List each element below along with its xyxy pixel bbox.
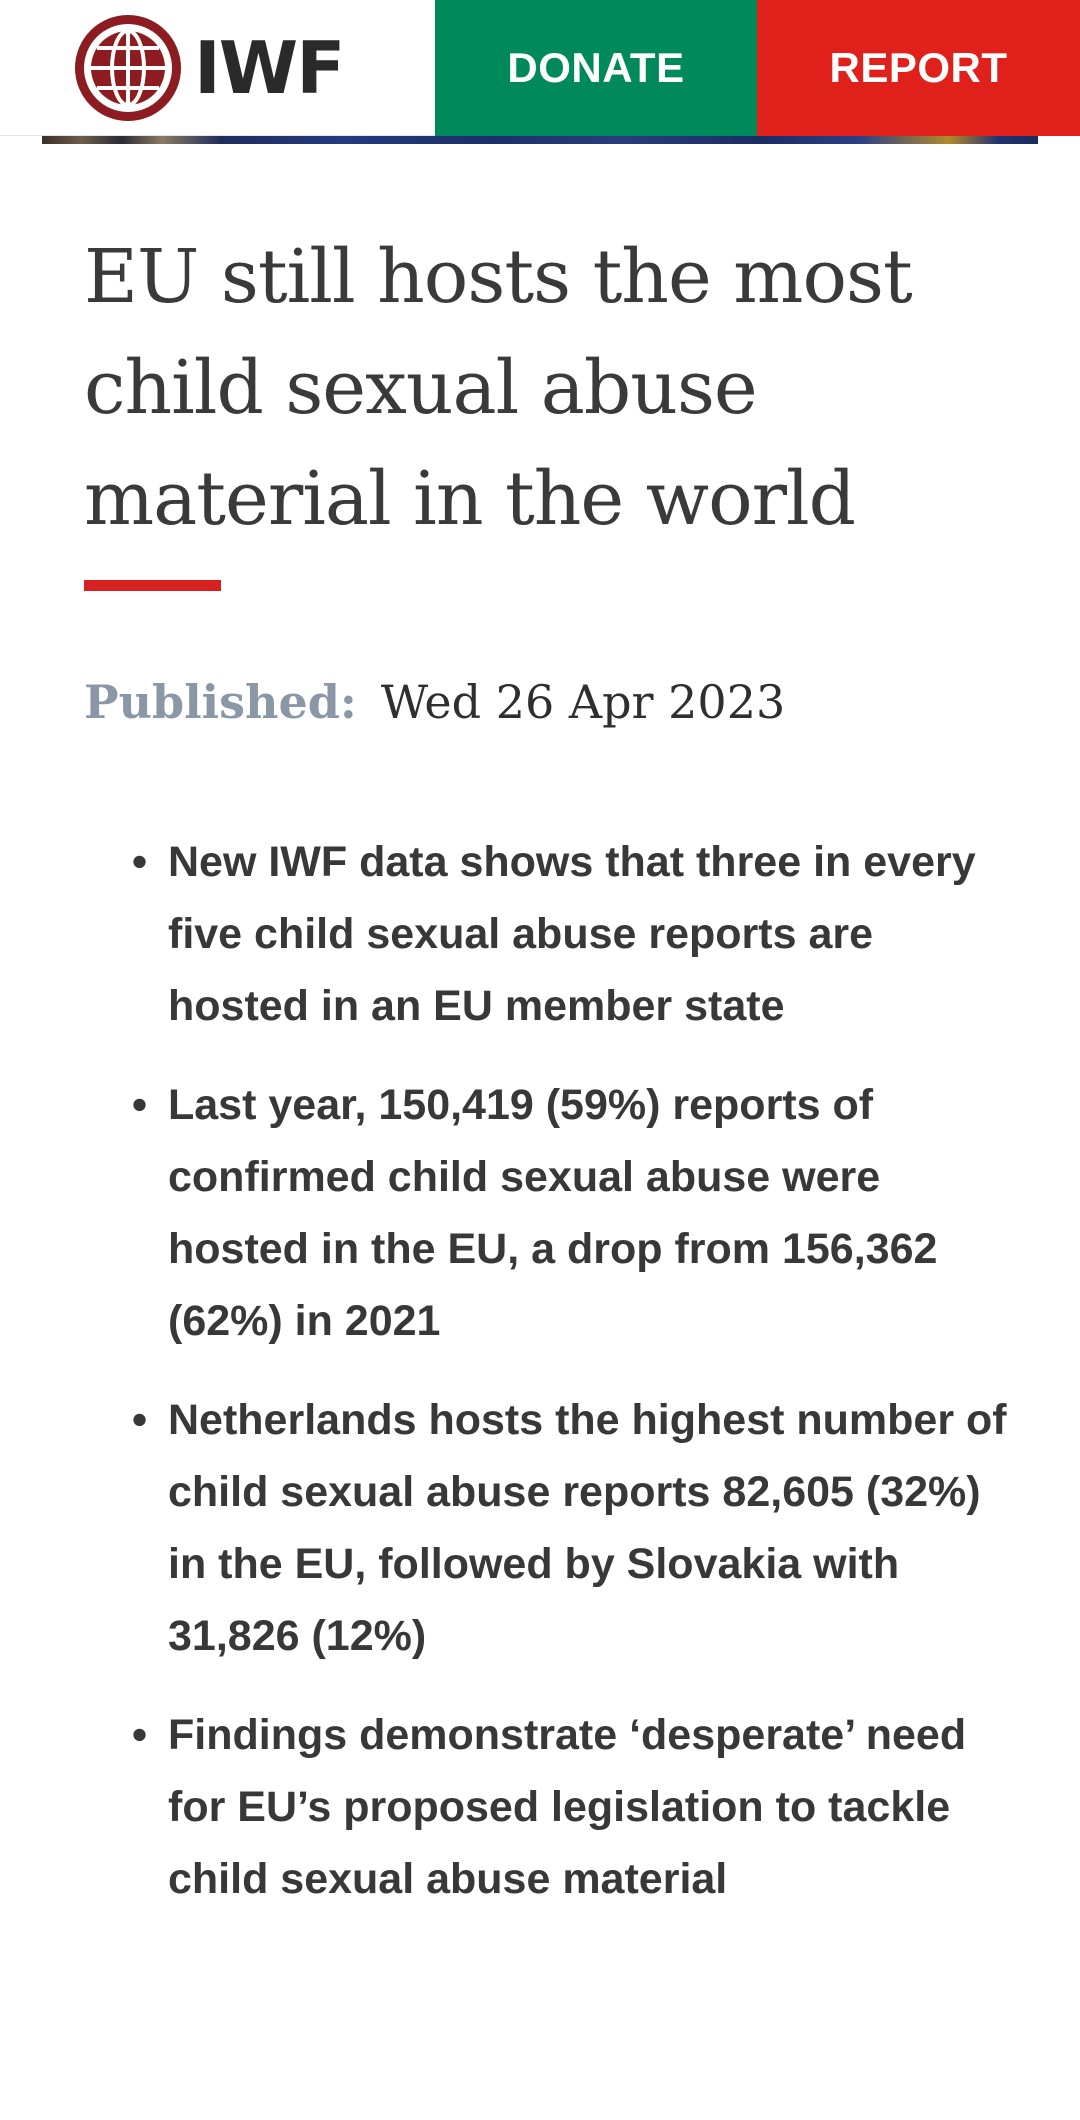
list-item <box>132 1384 1012 1672</box>
list-item-text: Netherlands hosts the highest number of child sexual abuse reports 82,605 (32%) in the EU, followed by Slovakia with 31,826 (12%) <box>168 1396 1007 1660</box>
bullet-dot-icon: • <box>132 1711 148 1759</box>
article-title: EU still hosts the most child sexual abuse material in the world <box>84 234 912 542</box>
published-label: Published: <box>84 675 357 729</box>
report-button[interactable]: REPORT <box>757 0 1080 136</box>
logo-wordmark: IWF <box>194 26 344 110</box>
iwf-logo[interactable] <box>0 0 435 136</box>
published-line <box>84 672 785 732</box>
list-item-text: Findings demonstrate ‘desperate’ need for EU’s proposed legislation to tackle child sexual abuse material <box>168 1711 967 1903</box>
published-date: Wed 26 Apr 2023 <box>380 675 786 729</box>
bullet-dot-icon: • <box>132 1396 148 1444</box>
list-item-text: New IWF data shows that three in every five child sexual abuse reports are hosted in an EU member state <box>168 838 976 1030</box>
list-item <box>132 1069 1012 1357</box>
globe-logo-icon <box>72 12 184 124</box>
donate-button[interactable]: DONATE <box>435 0 757 136</box>
bullet-dot-icon: • <box>132 838 148 886</box>
key-points-list <box>132 826 1012 1942</box>
bullet-dot-icon: • <box>132 1081 148 1129</box>
list-item <box>132 1699 1012 1915</box>
hero-image-strip <box>42 136 1038 144</box>
title-accent-rule <box>84 580 221 591</box>
site-header <box>0 0 1080 136</box>
list-item <box>132 826 1012 1042</box>
list-item-text: Last year, 150,419 (59%) reports of confirmed child sexual abuse were hosted in the EU, a drop from 156,362 (62%) in 2021 <box>168 1081 938 1345</box>
